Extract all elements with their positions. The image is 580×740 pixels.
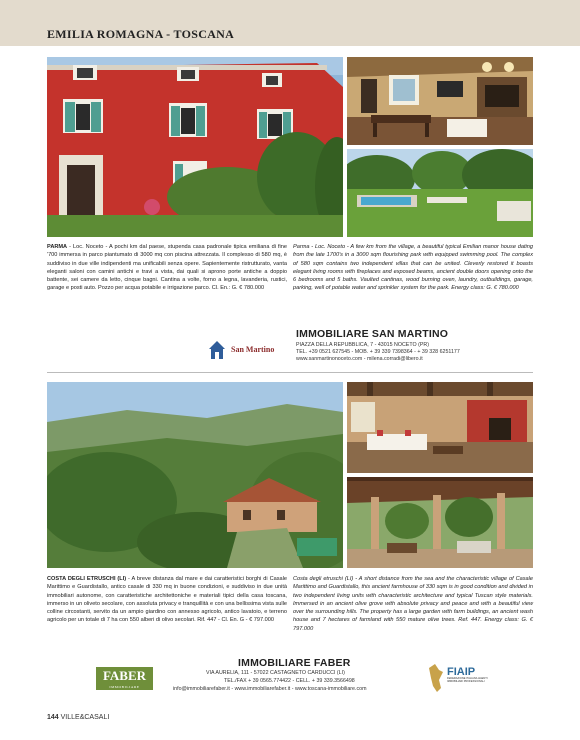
listing-parma-location: PARMA (47, 244, 68, 250)
faber-logo (96, 667, 153, 690)
agency-faber-phones: TEL./FAX + 39 0565.774422 - CELL. + 39 339.3566498 (224, 678, 355, 684)
san-martino-logo-text: San Martino (231, 345, 275, 354)
photo-parma-pool-garden (347, 149, 533, 237)
faber-logo-text: FABER (102, 668, 147, 683)
photo-costa-etruschi-aerial (47, 382, 343, 568)
listing-parma-description-en: Parma - Loc. Noceto - A few km from the village, a beautiful typical Emilian manor house dating from the late 1700's in a 3000 sqm flourishing park with equipped swimming pool. The complex of 580 sqm contains two independent villas that can be united. Cleverly restored it boasts elegant living rooms with fireplaces and exposed beams, ancient double doors opening onto the 6 bedrooms and 5 baths. Vaulted cantinas, wood burning oven, laundry, outbuildings, garage, parking, well of potable water and sprinkler system for the park. Energy class: G. € 780.000 (293, 244, 533, 292)
listing-costa-description-it (47, 575, 287, 625)
photo-parma-living-room (347, 57, 533, 145)
agency-faber-web[interactable]: info@immobiliarefaber.it - www.immobiliarefaber.it - www.toscana-immobiliare.com (173, 686, 367, 692)
photo-parma-villa-facade (47, 57, 343, 237)
agency-san-martino-name: IMMOBILIARE SAN MARTINO (296, 328, 449, 340)
fiaip-logo (425, 662, 495, 694)
magazine-name: VILLE&CASALI (60, 714, 110, 721)
section-title: EMILIA ROMAGNA - TOSCANA (47, 27, 235, 41)
agency-faber-name: IMMOBILIARE FABER (238, 657, 351, 669)
agency-san-martino-address: PIAZZA DELLA REPUBBLICA, 7 - 43015 NOCETO (PR) (296, 342, 429, 348)
listing-costa-body-it: - A breve distanza dal mare e dai caratteristici borghi di Casale Marittimo e Guardistallo, antico casale di 330 mq in buone condizioni, e suddiviso in due unità immobiliari autonome, con caratteristiche architettoniche e materiali tipici della casa toscana, immerso in un oliveto secolare, con assoluta privacy e tranquillità e con una bellissima vista sulle colline circostanti, servito da un ampio giardino con annesso agricolo, antico lavatoio, e terreno agricolo per un totale di 7 ha con 550 alberi di olivo secolari. Rif. 447 - Cl. En. G - € 797.000 (47, 576, 287, 624)
agency-san-martino-phones: TEL. +39 0521 627545 - MOB. + 39 339 7398364 - + 39 328 6251177 (296, 349, 460, 355)
page-footer (47, 714, 109, 721)
section-divider (47, 372, 533, 373)
agency-faber-address: VIA AURELIA, 111 - 57022 CASTAGNETO CARDUCCI (LI) (206, 670, 345, 676)
fiaip-logo-subtext: FEDERAZIONE ITALIANA AGENTI IMMOBILIARI PROFESSIONALI (447, 677, 488, 684)
agency-san-martino-web[interactable]: www.sanmartinonoceto.com - milena.corradi@libero.it (296, 356, 423, 362)
listing-parma-body-it: - Loc. Noceto - A pochi km dal paese, stupenda casa padronale tipica emiliana di fine '700 immersa in parco piantumato di 3000 mq con piscina attrezzata. Il complesso di 580 mq, è suddiviso in due ville indipendenti ma unificabili senza opere. Sapientemente ristrutturato, vanta eleganti saloni con camini antichi e travi a vista, dai quali si aprono porte antiche a doppio battente, sei camere da letto, cinque bagni. Cantina a volte, forno a legna, lavanderia, rustici, garage e posti auto. Pozzo per acqua potabile e irrigazione parco. Cl. En.: G. € 780.000 (47, 244, 287, 292)
faber-logo-subtext: IMMOBILIARE (109, 685, 140, 689)
san-martino-logo (205, 335, 281, 361)
photo-costa-etruschi-portico (347, 477, 533, 568)
listing-costa-location: COSTA DEGLI ETRUSCHI (LI) (47, 576, 127, 582)
listing-costa-description-en: Costa degli etruschi (LI) - A short distance from the sea and the characteristic village of Casale Marittimo and Guardistallo, this ancient farmhouse of 330 sqm is in good condition and divided in two independent living units with characteristic architecture and typical Tuscan style materials. Immersed in an ancient olive grove with absolute privacy and peace and with a beautiful view over the surrounding hills. The property has a large garden with farm buildings, an ancient wash house and 7 hectares of farmland with 550 mature olive trees. Ref. 447. Energy class: G. € 797.000 (293, 576, 533, 632)
fiaip-logo-text: FIAIP (447, 666, 476, 678)
listing-parma-description-it (47, 243, 287, 293)
page-number: 144 (47, 714, 59, 721)
photo-costa-etruschi-living-room (347, 382, 533, 473)
